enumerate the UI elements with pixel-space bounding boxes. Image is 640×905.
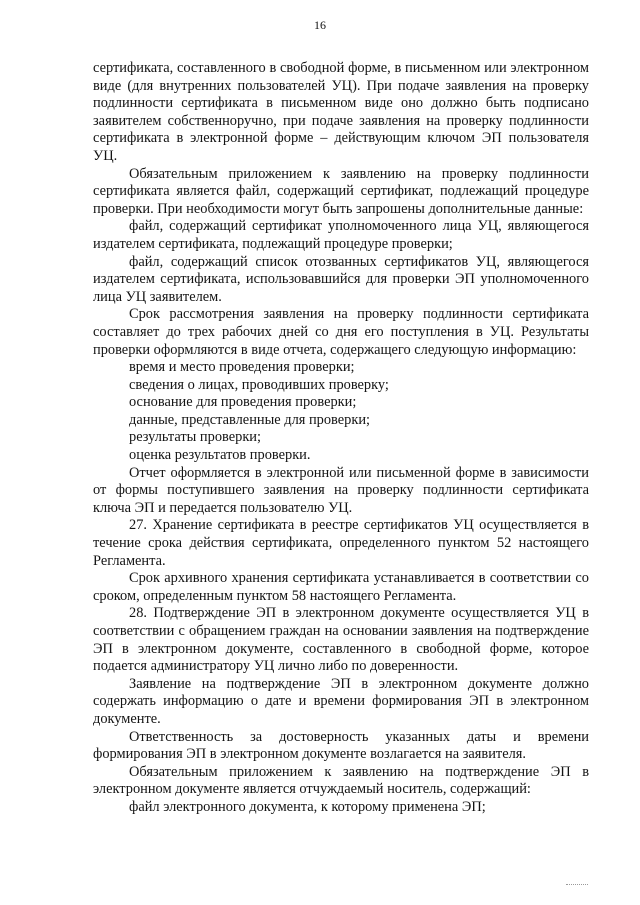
paragraph-mandatory-medium: Обязательным приложением к заявлению на подтверждение ЭП в электронном документе является отчуждаемый носитель, содержащий: <box>93 763 589 798</box>
paragraph-mandatory-attachment: Обязательным приложением к заявлению на проверку подлинности сертификата является файл, содержащий сертификат, подлежащий процедуре проверки. При необходимости могут быть запрошены дополнительные данные: <box>93 165 589 217</box>
scan-artifact-line <box>566 884 588 885</box>
paragraph-archive-period: Срок архивного хранения сертификата устанавливается в соответствии со сроком, определенным пунктом 58 настоящего Регламента. <box>93 570 589 604</box>
list-item-grounds: основание для проведения проверки; <box>129 394 357 411</box>
page-number: 16 <box>314 18 326 32</box>
paragraph-certificate-continuation: сертификата, составленного в свободной форме, в письменном или электронном виде (для внутренних пользователей УЦ). При подаче заявления на проверку подлинности сертификата в письменном виде оно должно быть подписано заявителем собственноручно, при подаче заявления на проверку подлинности сертификата в электронной форме – действующим ключом ЭП пользователя УЦ. <box>93 60 589 164</box>
list-item-data: данные, представленные для проверки; <box>129 411 371 428</box>
paragraph-review-period: Срок рассмотрения заявления на проверку подлинности сертификата составляет до трех рабочих дней со дня его поступления в УЦ. Результаты проверки оформляются в виде отчета, содержащего следующую информацию: <box>93 306 589 358</box>
document-body <box>93 60 589 817</box>
paragraph-section-28: 28. Подтверждение ЭП в электронном документе осуществляется УЦ в соответствии с обращением граждан на основании заявления на подтверждение ЭП в электронном документе, составленного в свободной форме, которое подается администратору УЦ лично либо по доверенности. <box>93 605 589 675</box>
list-item-persons: сведения о лицах, проводивших проверку; <box>129 376 389 393</box>
list-item-results: результаты проверки; <box>129 429 262 446</box>
list-item-document-file: файл электронного документа, к которому применена ЭП; <box>129 798 486 815</box>
paragraph-application-content: Заявление на подтверждение ЭП в электронном документе должно содержать информацию о дате и времени формирования ЭП в электронном документе. <box>93 675 589 727</box>
paragraph-report-form: Отчет оформляется в электронной или письменной форме в зависимости от формы поступившего заявления на проверку подлинности сертификата ключа ЭП и передается пользователю УЦ. <box>93 464 589 516</box>
list-item-time-place: время и место проведения проверки; <box>129 359 355 376</box>
list-item-evaluation: оценка результатов проверки. <box>129 447 311 464</box>
list-item-revocation-list-file: файл, содержащий список отозванных сертификатов УЦ, являющегося издателем сертификата, использовавшийся для проверки ЭП уполномоченного лица УЦ заявителем. <box>93 253 589 305</box>
paragraph-responsibility: Ответственность за достоверность указанных даты и времени формирования ЭП в электронном документе возлагается на заявителя. <box>93 728 589 763</box>
paragraph-section-27: 27. Хранение сертификата в реестре сертификатов УЦ осуществляется в течение срока действия сертификата, определенного пунктом 52 настоящего Регламента. <box>93 517 589 569</box>
list-item-authorized-certificate-file: файл, содержащий сертификат уполномоченного лица УЦ, являющегося издателем сертификата, подлежащий процедуре проверки; <box>93 218 589 252</box>
